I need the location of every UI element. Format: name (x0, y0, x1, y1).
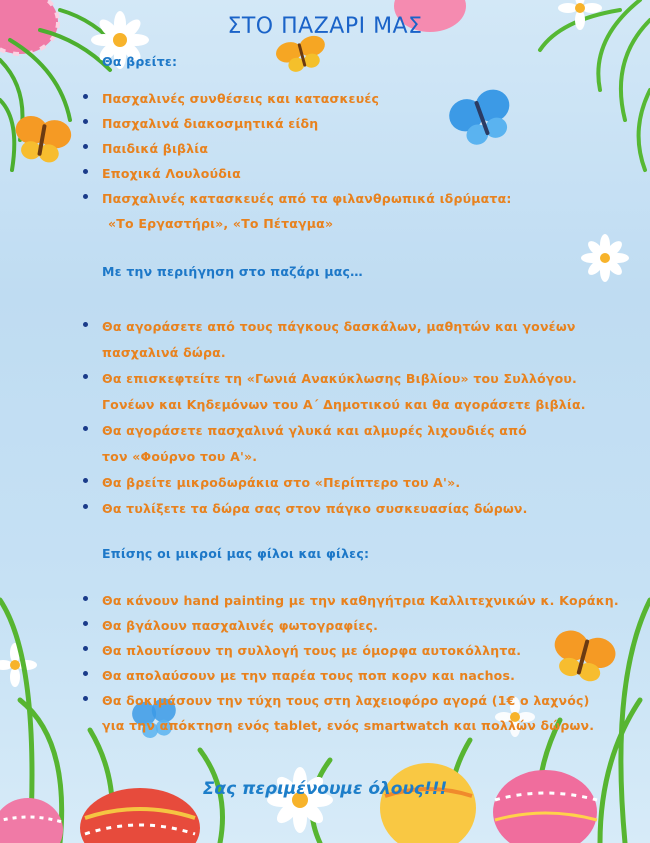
daisy-flower (267, 767, 333, 833)
daisy-flower (581, 234, 629, 282)
section-heading-kids: Επίσης οι μικροί μας φίλοι και φίλες: (102, 546, 370, 561)
closing-message: Σας περιμένουμε όλους!!! (202, 779, 448, 799)
orange-butterfly (274, 33, 330, 76)
list-tour (82, 314, 586, 522)
list-item: Θα απολαύσουν με την παρέα τους ποπ κορν και nachos. (82, 663, 619, 688)
list-item: Παιδικά βιβλία (82, 136, 512, 161)
page-title: ΣΤΟ ΠΑΖΑΡΙ ΜΑΣ (227, 14, 423, 39)
list-item: Θα κάνουν hand painting με την καθηγήτρια Καλλιτεχνικών κ. Κοράκη. (82, 588, 619, 613)
section-heading-find: Θα βρείτε: (102, 54, 178, 69)
list-kids (82, 588, 619, 738)
list-item: Θα βγάλουν πασχαλινές φωτογραφίες. (82, 613, 619, 638)
list-item: Θα τυλίξετε τα δώρα σας στον πάγκο συσκευασίας δώρων. (82, 496, 586, 522)
list-item: Θα αγοράσετε από τους πάγκους δασκάλων, μαθητών και γονέων πασχαλινά δώρα. (82, 314, 586, 366)
list-item: Πασχαλινές συνθέσεις και κατασκευές (82, 86, 512, 111)
list-item: Πασχαλινές κατασκευές από τα φιλανθρωπικά ιδρύματα: «Το Εργαστήρι», «Το Πέταγμα» (82, 186, 512, 236)
list-item: Θα πλουτίσουν τη συλλογή τους με όμορφα αυτοκόλλητα. (82, 638, 619, 663)
list-find (82, 86, 512, 236)
list-item: Θα επισκεφτείτε τη «Γωνιά Ανακύκλωσης Βιβλίου» του Συλλόγου. Γονέων και Κηδεμόνων του Α΄ Δημοτικού και θα αγοράσετε βιβλία. (82, 366, 586, 418)
list-item: Πασχαλινά διακοσμητικά είδη (82, 111, 512, 136)
list-item: Εποχικά Λουλούδια (82, 161, 512, 186)
list-item: Θα δοκιμάσουν την τύχη τους στη λαχειοφόρο αγορά (1€ ο λαχνός) για την απόκτηση ενός tablet, ενός smartwatch και πολλών δώρων. (82, 688, 619, 738)
list-item: Θα βρείτε μικροδωράκια στο «Περίπτερο του Α'». (82, 470, 586, 496)
section-heading-tour: Με την περιήγηση στο παζάρι μας… (102, 264, 363, 279)
list-item: Θα αγοράσετε πασχαλινά γλυκά και αλμυρές λιχουδιές από τον «Φούρνο του Α'». (82, 418, 586, 470)
easter-egg-yellow (380, 763, 476, 843)
easter-egg-pink (0, 798, 63, 843)
